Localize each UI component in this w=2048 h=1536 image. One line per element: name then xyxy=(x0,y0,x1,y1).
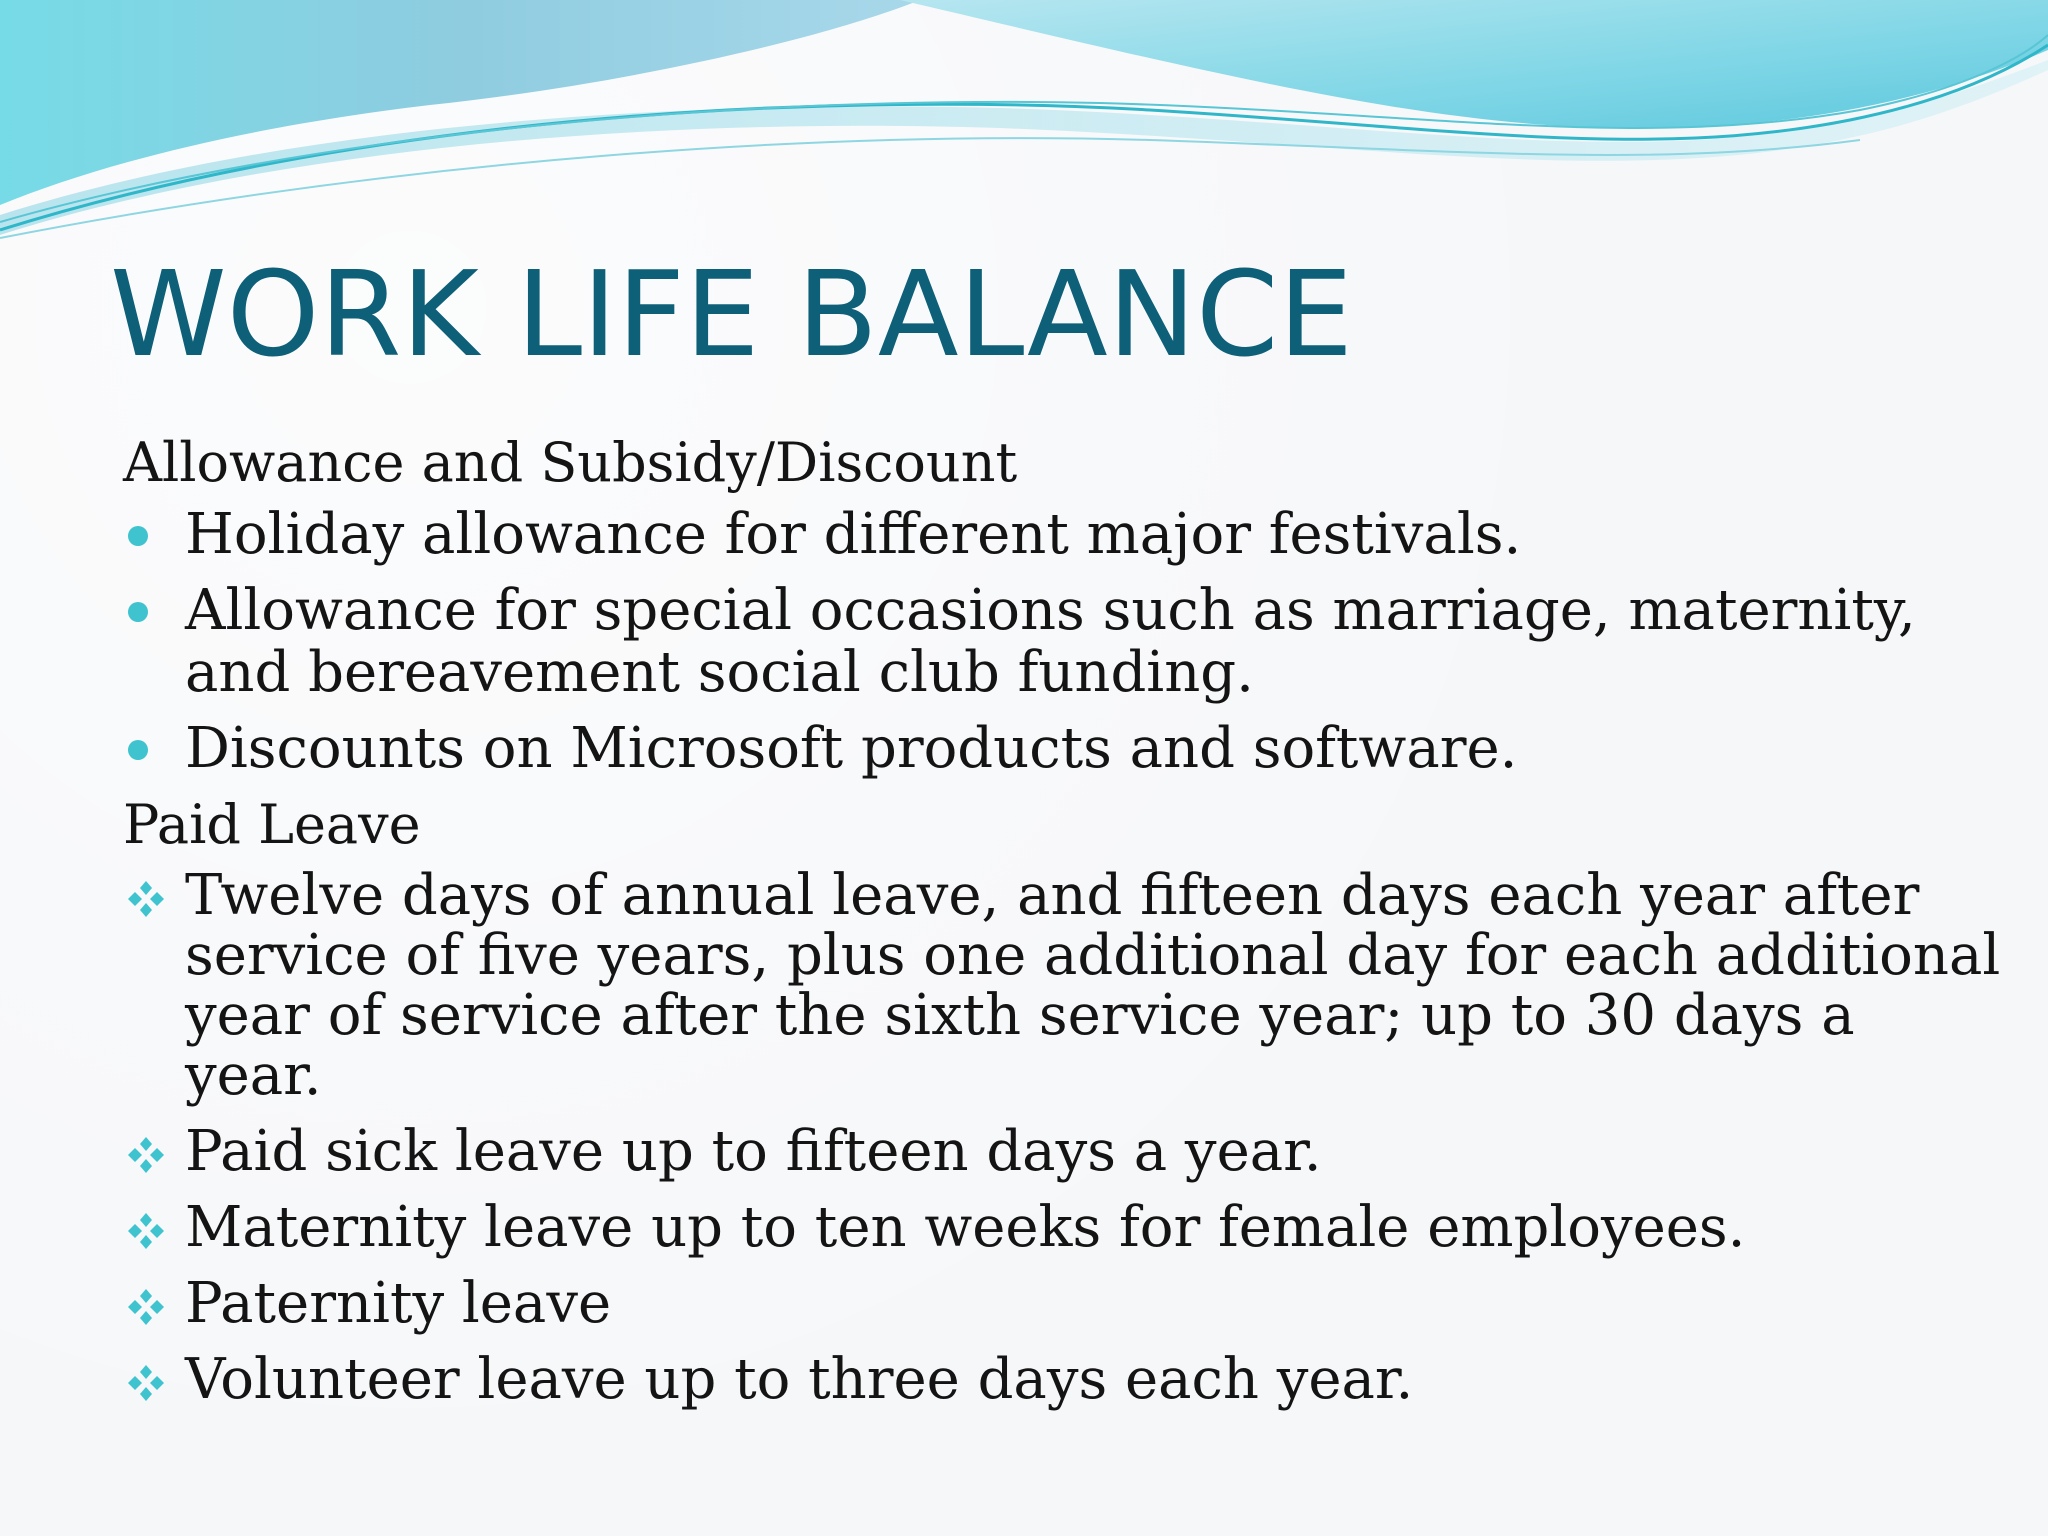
diamond-cluster-icon xyxy=(125,1210,167,1252)
list-item xyxy=(123,863,2003,1108)
dot-icon xyxy=(128,740,148,760)
list-item-text: Paternity leave xyxy=(185,1271,612,1336)
list-item-text: Paid sick leave up to fifteen days a year. xyxy=(185,1119,1322,1184)
list-item-text: Holiday allowance for different major festivals. xyxy=(185,502,1522,567)
list-item-text: Maternity leave up to ten weeks for female employees. xyxy=(185,1195,1746,1260)
dot-icon xyxy=(128,602,148,622)
paid-leave-list xyxy=(123,863,2003,1412)
section-heading-allowance: Allowance and Subsidy/Discount xyxy=(123,431,1018,494)
diamond-cluster-icon xyxy=(125,1134,167,1176)
list-item xyxy=(123,1119,2003,1184)
decorative-wave xyxy=(0,0,2048,240)
diamond-cluster-icon xyxy=(125,878,167,920)
list-item-text: Discounts on Microsoft products and software. xyxy=(185,716,1518,781)
list-item xyxy=(123,504,2003,566)
list-item xyxy=(123,1195,2003,1260)
list-item xyxy=(123,1347,2003,1412)
list-item-text: Twelve days of annual leave, and fifteen days each year after service of five years, plus one additional day for each additional year of service after the sixth service year; up to 30 days a year. xyxy=(185,863,2001,1108)
list-item-text: Allowance for special occasions such as marriage, maternity, and bereavement social club funding. xyxy=(185,578,1916,705)
diamond-cluster-icon xyxy=(125,1286,167,1328)
slide-title: WORK LIFE BALANCE xyxy=(110,245,1353,383)
list-item xyxy=(123,718,2003,780)
dot-icon xyxy=(128,526,148,546)
list-item xyxy=(123,1271,2003,1336)
section-heading-paid-leave: Paid Leave xyxy=(123,793,421,856)
diamond-cluster-icon xyxy=(125,1362,167,1404)
allowance-list xyxy=(123,504,2003,780)
slide-body xyxy=(123,432,2003,1426)
list-item xyxy=(123,580,2003,704)
list-item-text: Volunteer leave up to three days each year. xyxy=(185,1347,1414,1412)
